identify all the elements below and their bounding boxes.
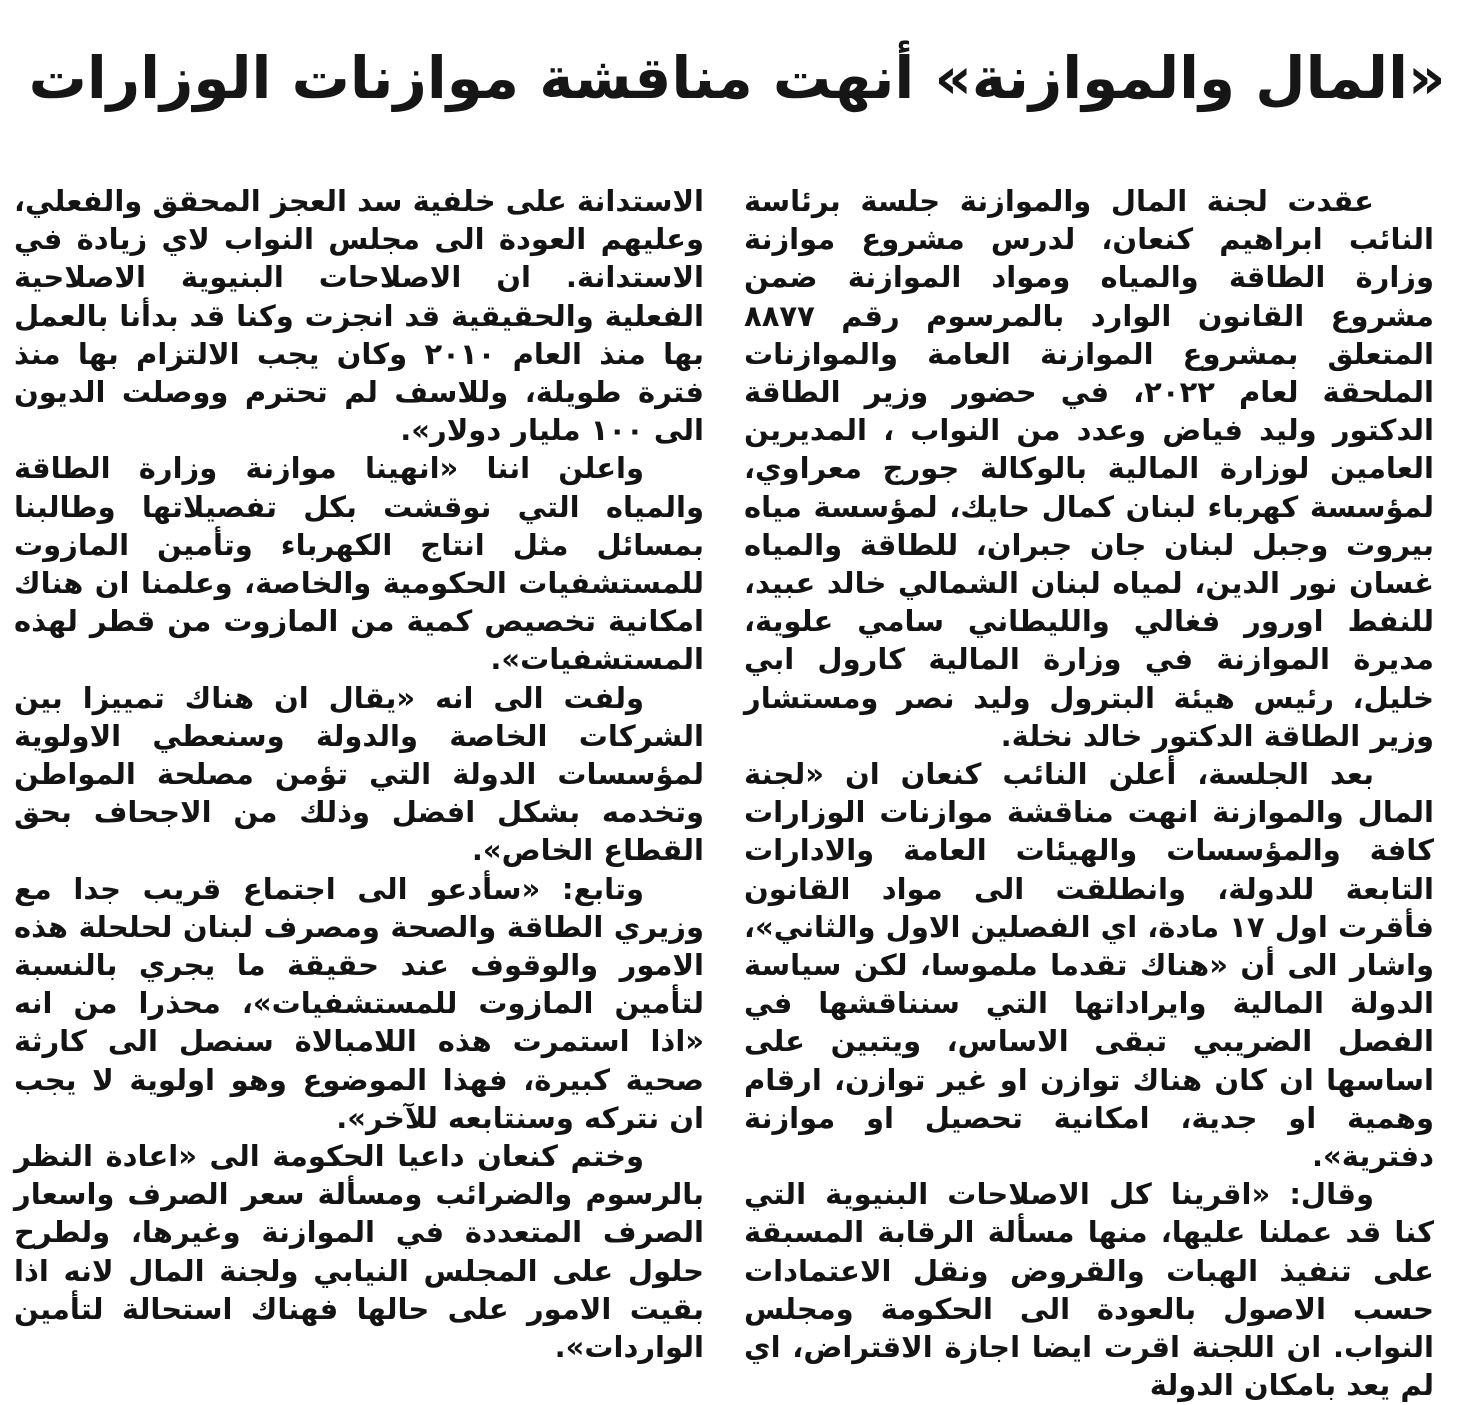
paragraph: وختم كنعان داعيا الحكومة الى «اعادة النظر بالرسوم والضرائب ومسألة سعر الصرف واسعار الصرف المتعددة في الموازنة وغيرها، ولطرح حلول على المجلس النيابي ولجنة المال لانه اذا بقيت الامور على حالها فهناك استحالة لتأمين الواردات». xyxy=(14,1139,704,1365)
paragraph: واعلن اننا «انهينا موازنة وزارة الطاقة والمياه التي نوقشت بكل تفصيلاتها وطالبنا بمسائل مثل انتاج الكهرباء وتأمين المازوت للمستشفيات الحكومية والخاصة، وعلمنا ان هناك امكانية تخصيص كمية من المازوت من قطر لهذه المستشفيات». xyxy=(14,451,704,677)
paragraph: وقال: «اقرينا كل الاصلاحات البنيوية التي كنا قد عملنا عليها، منها مسألة الرقابة المسبقة على تنفيذ الهبات والقروض ونقل الاعتمادات حسب الاصول بالعودة الى الحكومة ومجلس النواب. ان اللجنة اقرت ايضا اجازة الاقتراض، اي لم يعد بامكان الدولة xyxy=(744,1177,1434,1403)
paragraph: عقدت لجنة المال والموازنة جلسة برئاسة النائب ابراهيم كنعان، لدرس مشروع موازنة وزارة الطاقة والمياه ومواد الموازنة ضمن مشروع القانون الوارد بالمرسوم رقم ٨٨٧٧ المتعلق بمشروع الموازنة العامة والموازنات الملحقة لعام ٢٠٢٢، في حضور وزير الطاقة الدكتور وليد فياض وعدد من النواب ، المديرين العامين لوزارة المالية بالوكالة جورج معراوي، لمؤسسة كهرباء لبنان كمال حايك، لمؤسسة مياه بيروت وجبل لبنان جان جبران، للطاقة والمياه غسان نور الدين، لمياه لبنان الشمالي خالد عبيد، للنفط اورور فغالي والليطاني سامي علوية، مديرة الموازنة في وزارة المالية كارول ابي خليل، رئيس هيئة البترول وليد نصر ومستشار وزير الطاقة الدكتور خالد نخلة. xyxy=(744,184,1434,753)
article-column-right xyxy=(744,182,1434,1403)
paragraph: وتابع: «سأدعو الى اجتماع قريب جدا مع وزيري الطاقة والصحة ومصرف لبنان لحلحلة هذه الامور والوقوف عند حقيقة ما يجري بالنسبة لتأمين المازوت للمستشفيات»، محذرا من انه «اذا استمرت هذه اللامبالاة سنصل الى كارثة صحية كبيرة، فهذا الموضوع وهو اولوية لا يجب ان نتركه وسنتابعه للآخر». xyxy=(14,871,704,1135)
paragraph: ولفت الى انه «يقال ان هناك تمييزا بين الشركات الخاصة والدولة وسنعطي الاولوية لمؤسسات الدولة التي تؤمن مصلحة المواطن وتخدمه بشكل افضل وذلك من الاجحاف بحق القطاع الخاص». xyxy=(14,680,704,868)
article-column-left xyxy=(14,182,704,1365)
article-headline: «المال والموازنة» أنهت مناقشة موازنات الوزارات xyxy=(28,44,1446,112)
paragraph: الاستدانة على خلفية سد العجز المحقق والفعلي، وعليهم العودة الى مجلس النواب لاي زيادة في الاستدانة. ان الاصلاحات البنيوية الاصلاحية الفعلية والحقيقية قد انجزت وكنا قد بدأنا بالعمل بها منذ العام ٢٠١٠ وكان يجب الالتزام بها منذ فترة طويلة، وللاسف لم تحترم ووصلت الديون الى ١٠٠ مليار دولار». xyxy=(14,184,704,448)
paragraph: بعد الجلسة، أعلن النائب كنعان ان «لجنة المال والموازنة انهت مناقشة موازنات الوزارات كافة والمؤسسات والهيئات العامة والادارات التابعة للدولة، وانطلقت الى مواد القانون فأقرت اول ١٧ مادة، اي الفصلين الاول والثاني»، واشار الى أن «هناك تقدما ملموسا، لكن سياسة الدولة المالية وايراداتها التي سنناقشها في الفصل الضريبي تبقى الاساس، ويتبين على اساسها ان كان هناك توازن او غير توازن، ارقام وهمية او جدية، امكانية تحصيل او موازنة دفترية». xyxy=(744,757,1434,1174)
